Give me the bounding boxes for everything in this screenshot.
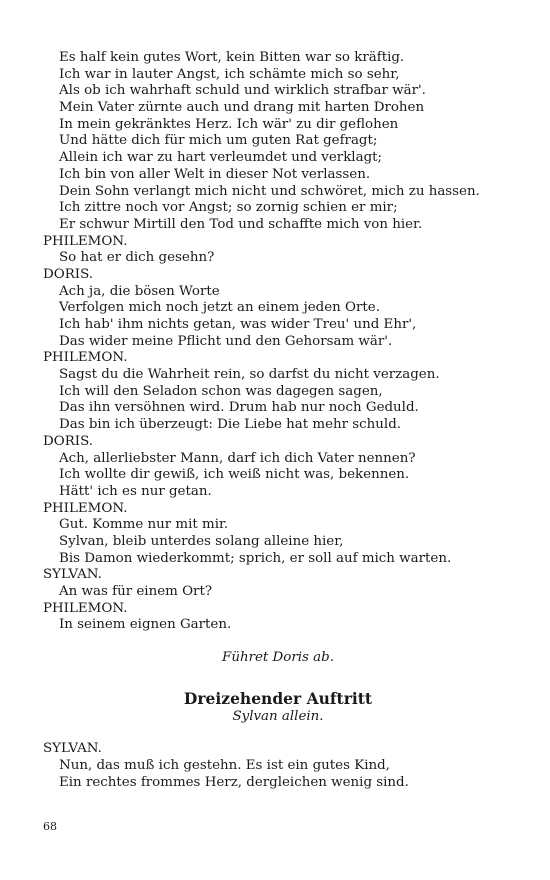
verse-line: In seinem eignen Garten. — [59, 617, 232, 633]
verse-line: Nun, das muß ich gestehn. Es ist ein gutes Kind, — [59, 758, 390, 774]
verse-line: Sylvan, bleib unterdes solang alleine hier, — [59, 533, 344, 549]
scene-subtitle: Sylvan allein. — [232, 708, 324, 724]
page-number: 68 — [43, 820, 57, 833]
verse-line: Ach ja, die bösen Worte — [59, 283, 220, 299]
verse-line: Ich hab' ihm nichts getan, was wider Treu' und Ehr', — [59, 317, 417, 332]
verse-line: Mein Vater zürnte auch und drang mit harten Drohen — [59, 100, 425, 116]
verse-line: Als ob ich wahrhaft schuld und wirklich strafbar wär'. — [59, 83, 426, 99]
verse-line: Verfolgen mich noch jetzt an einem jeden Orte. — [59, 300, 380, 316]
speaker-name: PHILEMON. — [43, 600, 128, 616]
dialogue-lines-scene-13 — [43, 741, 513, 791]
verse-line: Ach, allerliebster Mann, darf ich dich Vater nennen? — [59, 450, 416, 466]
spacer — [43, 725, 513, 741]
verse-line: Das ihn versöhnen wird. Drum hab nur noch Geduld. — [59, 400, 419, 416]
play-text — [43, 50, 513, 792]
verse-line: In mein gekränktes Herz. Ich wär' zu dir geflohen — [59, 116, 399, 132]
speaker-name: PHILEMON. — [43, 500, 128, 516]
verse-line: Bis Damon wiederkommt; sprich, er soll auf mich warten. — [59, 550, 452, 566]
verse-line: So hat er dich gesehn? — [59, 250, 215, 266]
speaker-name: PHILEMON. — [43, 233, 128, 249]
speaker-name: DORIS. — [43, 433, 94, 449]
verse-line: Das wider meine Pflicht und den Gehorsam wär'. — [59, 333, 393, 349]
verse-line: Hätt' ich es nur getan. — [59, 483, 212, 499]
verse-line: Sagst du die Wahrheit rein, so darfst du nicht verzagen. — [59, 367, 440, 383]
verse-line: Er schwur Mirtill den Tod und schaffte mich von hier. — [59, 216, 423, 232]
spacer — [43, 634, 513, 650]
dialogue-lines — [43, 50, 513, 634]
scene-title: Dreizehender Auftritt — [183, 688, 373, 708]
verse-line: Ich war in lauter Angst, ich schämte mich so sehr, — [59, 66, 400, 82]
verse-line: Es half kein gutes Wort, kein Bitten war so kräftig. — [59, 50, 405, 65]
speaker-name: DORIS. — [43, 266, 94, 282]
verse-line: Dein Sohn verlangt mich nicht und schwöret, mich zu hassen. — [59, 183, 480, 199]
verse-line: Ich will den Seladon schon was dagegen sagen, — [59, 383, 383, 399]
verse-line: Ich wollte dir gewiß, ich weiß nicht was, bekennen. — [59, 467, 410, 483]
verse-line: An was für einem Ort? — [59, 584, 213, 599]
stage-direction: Führet Doris ab. — [222, 650, 334, 666]
verse-line: Das bin ich überzeugt: Die Liebe hat mehr schuld. — [59, 417, 402, 433]
verse-line: Ich bin von aller Welt in dieser Not verlassen. — [59, 166, 371, 182]
verse-line: Allein ich war zu hart verleumdet und verklagt; — [59, 150, 383, 166]
verse-line: Gut. Komme nur mit mir. — [59, 517, 229, 533]
speaker-name: PHILEMON. — [43, 350, 128, 366]
verse-line: Ein rechtes frommes Herz, dergleichen wenig sind. — [59, 774, 409, 790]
verse-line: Und hätte dich für mich um guten Rat gefragt; — [59, 133, 378, 149]
speaker-name: SYLVAN. — [43, 567, 102, 583]
spacer — [43, 667, 513, 689]
speaker-name: SYLVAN. — [43, 741, 102, 757]
verse-line: Ich zittre noch vor Angst; so zornig schien er mir; — [59, 200, 398, 216]
